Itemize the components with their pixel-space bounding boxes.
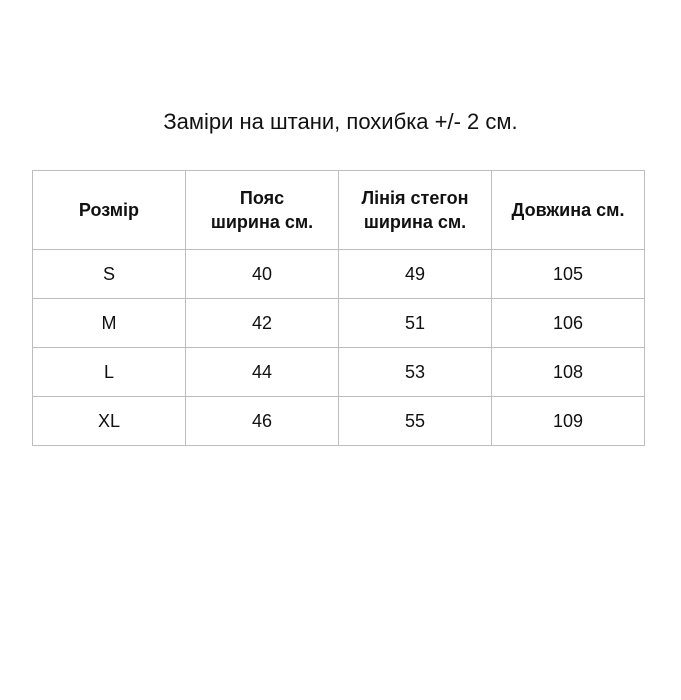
header-waist-label: Пояс xyxy=(239,188,285,208)
header-hips-label: Лінія стегон xyxy=(361,188,469,208)
header-size xyxy=(33,171,186,250)
header-hips-sublabel: ширина см. xyxy=(363,212,467,232)
cell-waist: 44 xyxy=(186,348,339,397)
cell-size: M xyxy=(33,299,186,348)
cell-length: 109 xyxy=(492,397,645,446)
header-hips xyxy=(339,171,492,250)
cell-size: L xyxy=(33,348,186,397)
cell-waist: 40 xyxy=(186,250,339,299)
cell-hips: 49 xyxy=(339,250,492,299)
cell-length: 108 xyxy=(492,348,645,397)
header-waist xyxy=(186,171,339,250)
cell-hips: 51 xyxy=(339,299,492,348)
table-row xyxy=(33,299,645,348)
table-row xyxy=(33,250,645,299)
table-row xyxy=(33,397,645,446)
table-row xyxy=(33,348,645,397)
header-length-label: Довжина см. xyxy=(511,200,625,220)
page-title: Заміри на штани, похибка +/- 2 см. xyxy=(163,109,518,134)
cell-waist: 42 xyxy=(186,299,339,348)
cell-length: 106 xyxy=(492,299,645,348)
cell-size: S xyxy=(33,250,186,299)
size-table xyxy=(32,170,645,446)
cell-hips: 53 xyxy=(339,348,492,397)
cell-size: XL xyxy=(33,397,186,446)
cell-hips: 55 xyxy=(339,397,492,446)
header-length xyxy=(492,171,645,250)
header-size-label: Розмір xyxy=(78,200,140,220)
cell-length: 105 xyxy=(492,250,645,299)
table-header-row xyxy=(33,171,645,250)
cell-waist: 46 xyxy=(186,397,339,446)
header-waist-sublabel: ширина см. xyxy=(210,212,314,232)
